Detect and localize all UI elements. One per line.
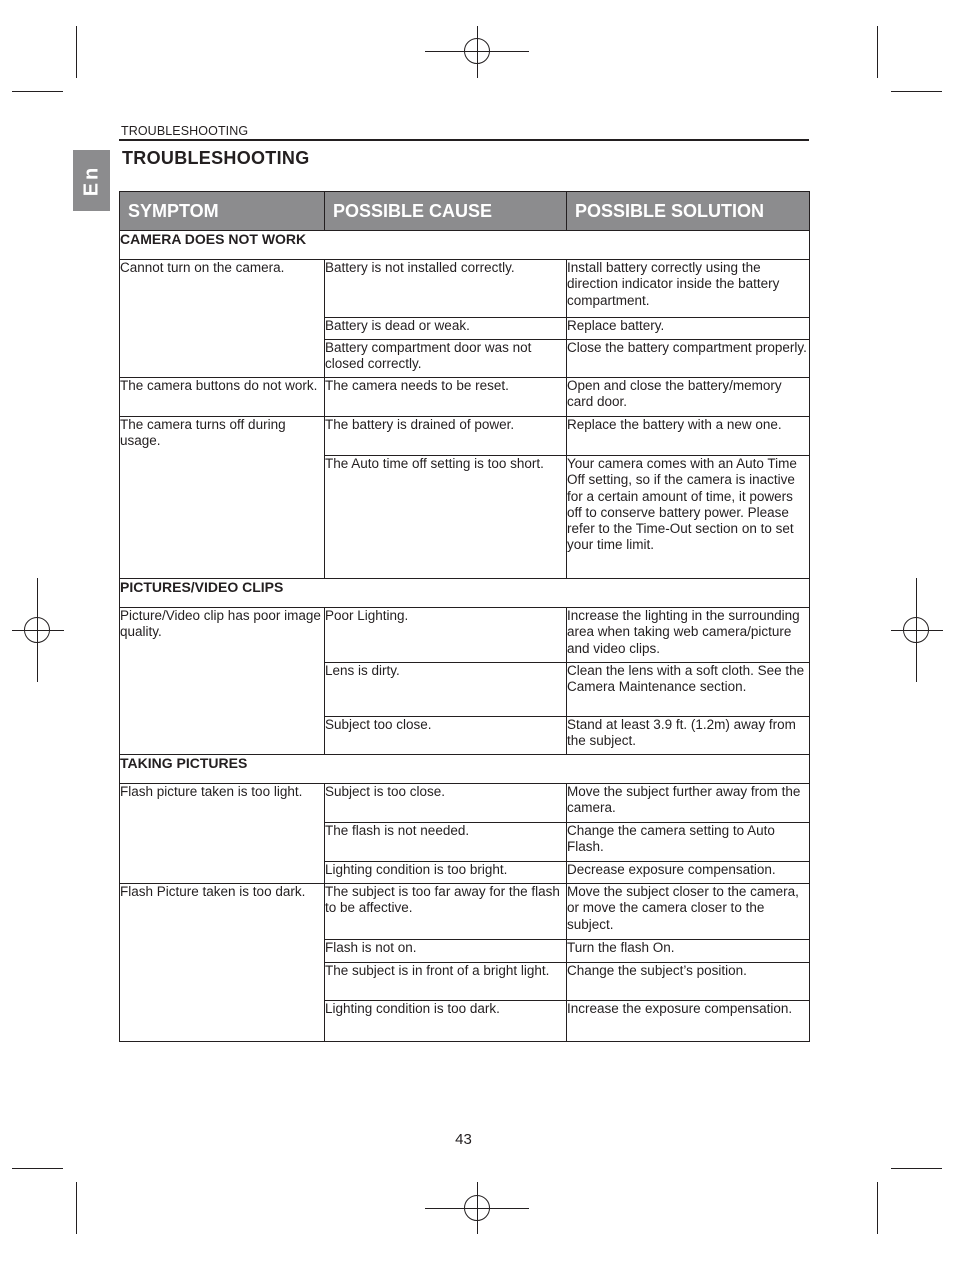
column-header-cause: POSSIBLE CAUSE xyxy=(325,192,567,231)
cause-cell: Battery is dead or weak. xyxy=(325,318,567,340)
solution-cell: Move the subject closer to the camera, or move the camera closer to the subject. xyxy=(567,884,810,940)
column-header-symptom: SYMPTOM xyxy=(120,192,325,231)
running-header: TROUBLESHOOTING xyxy=(121,124,249,138)
cause-cell: The subject is in front of a bright light. xyxy=(325,963,567,1001)
cause-cell: The subject is too far away for the flash to be affective. xyxy=(325,884,567,940)
cause-cell: Lens is dirty. xyxy=(325,663,567,717)
column-header-solution: POSSIBLE SOLUTION xyxy=(567,192,810,231)
solution-cell: Change the subject’s position. xyxy=(567,963,810,1001)
cause-cell: The battery is drained of power. xyxy=(325,417,567,456)
symptom-cell: Flash picture taken is too light. xyxy=(120,784,325,884)
solution-cell: Move the subject further away from the camera. xyxy=(567,784,810,823)
cause-cell: Battery is not installed correctly. xyxy=(325,260,567,318)
solution-cell: Increase the exposure compensation. xyxy=(567,1001,810,1042)
section-row xyxy=(120,231,810,260)
table-row xyxy=(120,884,810,940)
solution-cell: Stand at least 3.9 ft. (1.2m) away from the subject. xyxy=(567,717,810,755)
table-row xyxy=(120,378,810,417)
header-rule xyxy=(119,139,809,141)
solution-cell: Clean the lens with a soft cloth. See the Camera Maintenance section. xyxy=(567,663,810,717)
solution-cell: Turn the flash On. xyxy=(567,940,810,963)
section-heading: TAKING PICTURES xyxy=(120,755,810,784)
symptom-cell: The camera buttons do not work. xyxy=(120,378,325,417)
cause-cell: The Auto time off setting is too short. xyxy=(325,456,567,579)
table-row xyxy=(120,417,810,456)
cause-cell: The camera needs to be reset. xyxy=(325,378,567,417)
symptom-cell: Cannot turn on the camera. xyxy=(120,260,325,378)
table-body xyxy=(120,231,810,1042)
symptom-cell: Picture/Video clip has poor image quality. xyxy=(120,608,325,755)
troubleshooting-table xyxy=(119,191,810,1042)
cause-cell: Flash is not on. xyxy=(325,940,567,963)
language-tab-label: En xyxy=(80,164,102,197)
table-header-row xyxy=(120,192,810,231)
solution-cell: Replace battery. xyxy=(567,318,810,340)
language-tab xyxy=(73,150,110,211)
section-row xyxy=(120,579,810,608)
symptom-cell: The camera turns off during usage. xyxy=(120,417,325,579)
section-heading: CAMERA DOES NOT WORK xyxy=(120,231,810,260)
cause-cell: The flash is not needed. xyxy=(325,823,567,862)
solution-cell: Replace the battery with a new one. xyxy=(567,417,810,456)
solution-cell: Change the camera setting to Auto Flash. xyxy=(567,823,810,862)
table-row xyxy=(120,608,810,663)
solution-cell: Open and close the battery/memory card door. xyxy=(567,378,810,417)
solution-cell: Install battery correctly using the direction indicator inside the battery compartment. xyxy=(567,260,810,318)
cause-cell: Lighting condition is too dark. xyxy=(325,1001,567,1042)
solution-cell: Decrease exposure compensation. xyxy=(567,862,810,884)
table-row xyxy=(120,784,810,823)
solution-cell: Close the battery compartment properly. xyxy=(567,340,810,378)
section-row xyxy=(120,755,810,784)
page-number: 43 xyxy=(455,1131,472,1148)
section-heading: PICTURES/VIDEO CLIPS xyxy=(120,579,810,608)
symptom-cell: Flash Picture taken is too dark. xyxy=(120,884,325,1042)
cause-cell: Poor Lighting. xyxy=(325,608,567,663)
solution-cell: Increase the lighting in the surrounding area when taking web camera/picture and video clips. xyxy=(567,608,810,663)
cause-cell: Subject too close. xyxy=(325,717,567,755)
cause-cell: Lighting condition is too bright. xyxy=(325,862,567,884)
solution-cell: Your camera comes with an Auto Time Off setting, so if the camera is inactive for a certain amount of time, it powers off to conserve battery power. Please refer to the Time-Out section on to set your time limit. xyxy=(567,456,810,579)
cause-cell: Subject is too close. xyxy=(325,784,567,823)
page-title: TROUBLESHOOTING xyxy=(122,148,310,168)
table-row xyxy=(120,260,810,318)
cause-cell: Battery compartment door was not closed correctly. xyxy=(325,340,567,378)
